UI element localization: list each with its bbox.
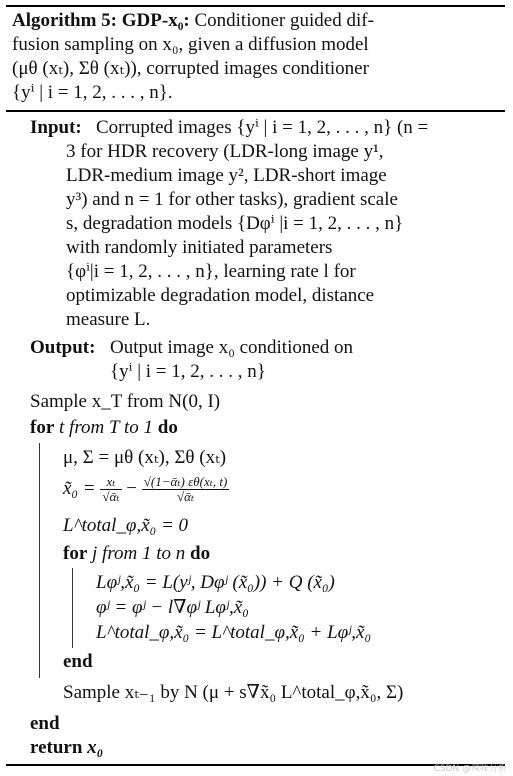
step-sample-xT: Sample x_T from N(0, I) — [30, 391, 221, 412]
minus-sign: − — [126, 478, 138, 499]
for-inner-condition: j from 1 to n — [92, 543, 186, 564]
inner-loop-bar — [72, 568, 73, 648]
step-loss-init: L^total_φ,x̃₀ = 0 — [63, 515, 189, 536]
do-keyword: do — [157, 417, 178, 438]
output-line-2: {yⁱ | i = 1, 2, . . . , n} — [110, 361, 266, 382]
caption-line-4: {yⁱ | i = 1, 2, . . . , n}. — [12, 82, 173, 103]
input-line-7: {φⁱ|i = 1, 2, . . . , n}, learning rate l for — [66, 261, 356, 282]
return-keyword: return — [30, 737, 83, 758]
step-for-outer — [30, 416, 178, 440]
step-return — [30, 736, 103, 760]
top-rule — [6, 5, 505, 7]
input-line-1: Corrupted images {yⁱ | i = 1, 2, . . . , n} (n = — [96, 117, 429, 138]
outer-loop-bar — [39, 443, 40, 678]
for-keyword: for — [30, 417, 55, 438]
end-outer-keyword: end — [30, 713, 60, 734]
for-outer-condition: t from T to 1 — [59, 417, 153, 438]
algorithm-box — [6, 5, 505, 767]
algorithm-label: Algorithm 5: — [12, 10, 118, 31]
step-phi-update: φʲ = φʲ − l∇φʲ Lφʲ,x̃₀ — [96, 597, 249, 618]
end-inner-keyword: end — [63, 651, 93, 672]
bottom-rule — [6, 764, 505, 766]
fraction-one-denominator: √ᾱₜ — [102, 489, 120, 505]
fraction-two-numerator: √(1−ᾱₜ) εθ(xₜ, t) — [143, 474, 228, 490]
step-for-inner — [63, 542, 210, 566]
caption-rule — [6, 110, 505, 112]
fraction-one — [100, 475, 121, 504]
do-inner-keyword: do — [190, 543, 211, 564]
caption-line-1 — [12, 9, 374, 33]
step-x0-estimate — [63, 471, 229, 507]
return-value: x₀ — [87, 737, 104, 758]
fraction-two — [142, 475, 230, 504]
output-keyword: Output: — [30, 337, 96, 358]
x0-hat-lhs: x̃₀ = — [63, 478, 96, 499]
input-line-2: 3 for HDR recovery (LDR-long image y¹, — [66, 141, 384, 162]
step-mu-sigma: μ, Σ = μθ (xₜ), Σθ (xₜ) — [63, 447, 227, 468]
input-keyword: Input: — [30, 117, 82, 138]
algorithm-name: GDP-x₀: — [121, 10, 190, 31]
watermark: CSDN @辣味分析 — [433, 764, 507, 774]
fraction-one-numerator: xₜ — [100, 475, 121, 490]
input-line-9: measure L. — [66, 309, 151, 330]
input-line-4: y³) and n = 1 for other tasks), gradient scale — [66, 189, 398, 210]
input-line-8: optimizable degradation model, distance — [66, 285, 375, 306]
for-inner-keyword: for — [63, 543, 88, 564]
fraction-two-denominator: √ᾱₜ — [176, 489, 195, 505]
step-sample-prev: Sample xₜ₋₁ by N (μ + s∇x̃₀ L^total_φ,x̃₀, Σ) — [63, 682, 404, 703]
caption-line-2: fusion sampling on x₀, given a diffusion model — [12, 34, 369, 55]
output-line-1: Output image x₀ conditioned on — [110, 337, 354, 358]
input-line-6: with randomly initiated parameters — [66, 237, 333, 258]
input-line-5: s, degradation models {Dφⁱ |i = 1, 2, . . . , n} — [66, 213, 404, 234]
step-loss-j: Lφʲ,x̃₀ = L(yʲ, Dφʲ (x̃₀)) + Q (x̃₀) — [96, 572, 335, 593]
input-line-3: LDR-medium image y², LDR-short image — [66, 165, 387, 186]
step-loss-accum: L^total_φ,x̃₀ = L^total_φ,x̃₀ + Lφʲ,x̃₀ — [96, 622, 372, 643]
caption-line-3: (μθ (xₜ), Σθ (xₜ)), corrupted images conditioner — [12, 58, 369, 79]
caption-text-1: Conditioner guided dif- — [194, 10, 374, 31]
